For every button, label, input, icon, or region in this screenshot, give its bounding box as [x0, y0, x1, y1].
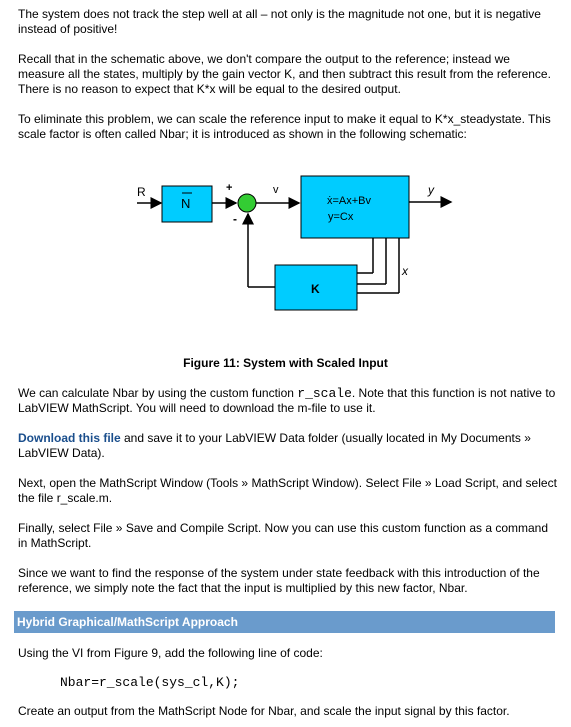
- download-link[interactable]: Download this file: [18, 431, 121, 445]
- section-heading-hybrid: Hybrid Graphical/MathScript Approach: [14, 611, 555, 633]
- plant-equation-state: ẋ=Ax+Bv: [327, 195, 372, 207]
- label-k: K: [311, 282, 320, 296]
- label-x: x: [402, 264, 408, 278]
- text-calculate-after: . Note that this function is not native to LabVIEW MathScript. You will need to download the m-file to use it.: [18, 386, 556, 415]
- label-nbar: N: [181, 196, 191, 211]
- paragraph-using-vi: Using the VI from Figure 9, add the following line of code:: [18, 646, 323, 660]
- label-plus: +: [226, 182, 233, 194]
- plant-block: [301, 176, 409, 238]
- paragraph-create-output: Create an output from the MathScript Node for Nbar, and scale the input signal by this factor.: [18, 704, 510, 718]
- block-diagram: [0, 165, 571, 355]
- paragraph-open-mathscript: Next, open the MathScript Window (Tools » MathScript Window). Select File » Load Script, and select the file r_scale.m.: [18, 476, 557, 505]
- code-line-nbar: Nbar=r_scale(sys_cl,K);: [60, 675, 240, 690]
- paragraph-eliminate: To eliminate this problem, we can scale the reference input to make it equal to K*x_steadystate. This scale factor is often called Nbar; it is introduced as shown in the following schematic:: [18, 112, 551, 141]
- label-y: y: [428, 183, 434, 197]
- text-calculate-before: We can calculate Nbar by using the custom function: [18, 386, 298, 400]
- figure-caption: Figure 11: System with Scaled Input: [183, 356, 388, 370]
- label-r: R: [137, 185, 146, 199]
- paragraph-recall: Recall that in the schematic above, we don't compare the output to the reference; instead we measure all the states, multiply by the gain vector K, and then subtract this result from the reference. There is no reason to expect that K*x will be equal to the desired output.: [18, 52, 551, 96]
- summing-junction: [238, 194, 256, 212]
- paragraph-download: [18, 431, 558, 461]
- plant-equation-output: y=Cx: [328, 211, 354, 223]
- paragraph-save-compile: Finally, select File » Save and Compile Script. Now you can use this custom function as a command in MathScript.: [18, 521, 549, 550]
- label-minus: -: [233, 212, 237, 226]
- paragraph-calculate-nbar: [18, 386, 558, 416]
- text-download-after: and save it to your LabVIEW Data folder (usually located in My Documents » LabVIEW Data).: [18, 431, 531, 460]
- code-inline-r-scale: r_scale: [297, 386, 352, 401]
- paragraph-response: Since we want to find the response of the system under state feedback with this introduction of the reference, we simply note the fact that the input is multiplied by this new factor, Nbar.: [18, 566, 540, 595]
- paragraph-step-tracking: The system does not track the step well at all – not only is the magnitude not one, but it is negative instead of positive!: [18, 7, 541, 36]
- label-u: v: [273, 184, 279, 196]
